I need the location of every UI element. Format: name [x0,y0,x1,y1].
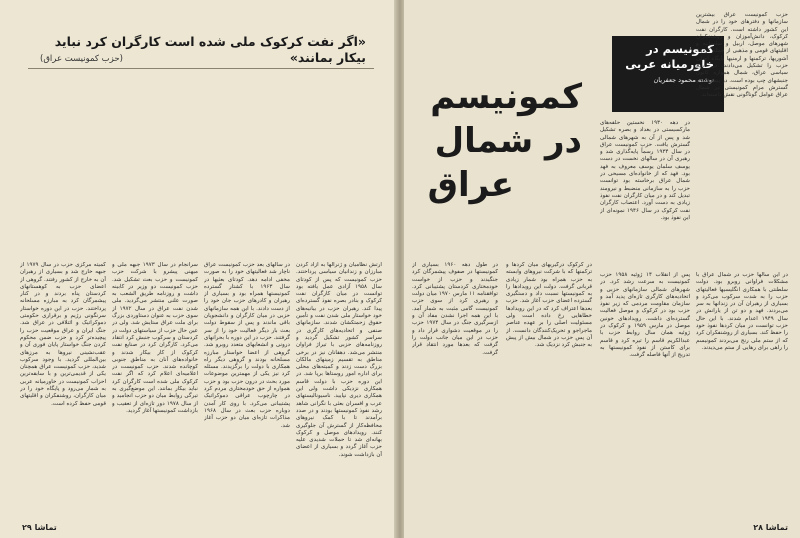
article-column-3: سرانجام در سال ۱۹۷۳ جبهه ملی و میهنی پیشرو با شرکت حزب کمونیست و حزب بعث تشکیل شد. حزب کمونیست دو وزیر در کابینه داشت و روزنامه طریق الشعب به صورت علنی منتشر می‌گردید. ملی شدن نفت عراق در سال ۱۹۷۲ از سوی حزب به عنوان دستاوردی بزرگ برای ملت عراق ستایش شد. ولی در عین حال حزب از سیاستهای دولت در کردستان و سرکوب جنبش کرد انتقاد می‌کرد. کارگران کرد در صنایع نفت کرکوک از کار بیکار شدند و خانواده‌های آنان به مناطق جنوبی کوچانده شدند. حزب کمونیست در اعلامیه‌ای اعلام کرد که اگر نفت کرکوک ملی شده است کارگران کرد نباید بیکار بمانند. این موضع‌گیری به تیرگی روابط میان دو حزب انجامید و از سال ۱۹۷۸ دور تازه‌ای از تعقیب و بازداشت کمونیستها آغاز گردید. [112,262,198,414]
article-column-2: در سالهای بعد حزب کمونیست عراق ناچار شد فعالیتهای خود را به صورت مخفی ادامه دهد. کودتای بعثیها در سال ۱۹۶۳ با کشتار گسترده کمونیستها همراه بود و بسیاری از رهبران و کادرهای حزب جان خود را از دست دادند. با این همه سازمانهای حزبی در میان کارگران و دانشجویان باقی ماندند و پس از سقوط دولت بعث بار دیگر فعالیت خود را از سر گرفتند. حزب در این دوره با بحرانهای درونی و انشعابهای متعدد روبرو شد. گروهی از اعضا خواستار مبارزه مسلحانه بودند و گروهی دیگر راه همکاری با دولت را برگزیدند. مسئله کرد نیز یکی از مهمترین موضوعات مورد بحث در درون حزب بود و حزب همواره از حق خودمختاری مردم کرد در چارچوب عراقی دموکراتیک پشتیبانی می‌کرد. با روی کار آمدن دوباره حزب بعث در سال ۱۹۶۸ مذاکرات تازه‌ای میان دو حزب آغاز شد. [204,262,290,429]
body-column-4: در طول دهه ۱۹۶۰ بسیاری از کمونیستها در صفوف پیشمرگان کرد جنگیدند و حزب از خواست خودمختاری کردستان پشتیبانی کرد. توافقنامه ۱۱ مارس ۱۹۷۰ میان دولت و رهبری کرد از سوی حزب کمونیست گامی مثبت به شمار آمد. با این همه اجرا نشدن مفاد آن و ازسرگیری جنگ در سال ۱۹۷۴ حزب را در موقعیت دشواری قرار داد و حزب در این میان جانب دولت را گرفت که بعدها مورد انتقاد قرار گرفت. [412,262,498,356]
series-title-line1: کمونیسم در [646,42,714,56]
series-author: نوشته محمود جعفریان [653,76,714,84]
article-column-1: ارتش نظامیان و ژنرالها به آزاد کردن مبارزان و زندانیان سیاسی پرداختند. حزب کمونیست که پس از کودتای سال ۱۹۵۸ آزادی عمل یافته بود توانست در میان کارگران نفت کرکوک و بنادر بصره نفوذ گسترده‌ای پیدا کند. رهبران حزب در بیانیه‌های خود خواستار ملی شدن نفت و تأمین حقوق زحمتکشان شدند. سازمانهای صنفی و اتحادیه‌های کارگری در سراسر کشور تشکیل گردید و روزنامه‌های حزبی با تیراژ فراوان منتشر می‌شد. دهقانان نیز در برخی مناطق به تقسیم زمینهای مالکان بزرگ دست زدند و کمیته‌های محلی برای اداره امور روستاها برپا شد. در این دوره حزب با دولت قاسم همکاری نزدیکی داشت ولی این همکاری دیری نپایید. ناسیونالیستهای عرب و افسران بعثی با نگرانی شاهد رشد نفوذ کمونیستها بودند و در صدد برآمدند تا با کمک نیروهای محافظه‌کار از گسترش آن جلوگیری کنند. رویدادهای موصل و کرکوک بهانه‌ای شد تا حملات شدیدی علیه حزب آغاز گردد و بسیاری از اعضای آن بازداشت شوند. [296,262,382,458]
intro-column-1: حزب کمونیست عراق بیشترین سازمانها و دفترهای خود را در شمال این کشور داشته است. کارگران نفت کرکوک، دانش‌آموزان و روشنفکران شهرهای موصل، اربیل و سلیمانیه و اقلیتهای قومی و مذهبی از جمله کردها، آشوریها، ترکمنها و ارمنیها پایگاه اصلی حزب را تشکیل می‌دادند. در تاریخ سیاسی عراق، شمال همواره کانون جنبشهای چپ بوده است. در پیشرفت و گسترش مرام کمونیستی در شمال عراق عوامل گوناگونی نقش داشته‌اند. [696,12,788,99]
pull-quote-source: (حزب کمونیست عراق) [40,54,123,64]
left-page [0,0,396,538]
intro-column-2: در دهه ۱۹۳۰ نخستین حلقه‌های مارکسیستی در بغداد و بصره تشکیل شد و پس از آن به شهرهای شمالی گسترش یافت. حزب کمونیست عراق در سال ۱۹۳۴ رسماً پایه‌گذاری شد و رهبری آن در سالهای نخست در دست یوسف سلمان یوسف معروف به فهد بود. فهد که از خانواده‌ای مسیحی در شمال عراق برخاسته بود توانست حزب را به سازمانی منضبط و نیرومند تبدیل کند و در میان کارگران نفت نفوذ زیادی به دست آورد. اعتصاب کارگران نفت کرکوک در سال ۱۹۴۶ نمونه‌ای از این نفوذ بود. [600,120,690,221]
folio-number: ۲۹ [22,523,32,532]
quote-divider [28,68,374,69]
body-column-1: در این سالها حزب در شمال عراق با مشکلات فراوانی روبرو بود. دولت سلطنتی با همکاری انگلیسیها فعالیتهای حزب را به شدت سرکوب می‌کرد و بسیاری از رهبران آن در زندانها به سر می‌بردند. فهد و دو تن از یارانش در سال ۱۹۴۹ اعدام شدند. با این حال حزب توانست در میان کردها نفوذ خود را حفظ کند. بسیاری از روشنفکران کرد که از ستم ملی رنج می‌بردند کمونیسم را راهی برای رهایی از ستم می‌دیدند. [696,272,788,351]
pull-quote: «اگر نفت کرکوک ملی شده است کارگران کرد نباید بیکار بمانند» [54,34,366,65]
article-title-line1: کمونیسم [430,77,582,117]
page-folio-left [22,523,57,532]
body-column-3: در کرکوک درگیریهای میان کردها و ترکمنها که با شرکت نیروهای وابسته به حزب همراه بود شمار زیادی قربانی گرفت. دولت این رویدادها را به کمونیستها نسبت داد و دستگیری گسترده اعضای حزب آغاز شد. حزب بعدها اعتراف کرد که در این رویدادها خطاهایی رخ داده است ولی مسئولیت اصلی را بر عهده عناصر ماجراجو و تحریک‌کنندگان دانست. از آن پس حزب در شمال بیش از پیش به جنبش کرد نزدیک شد. [506,262,592,349]
article-column-4: کمیته مرکزی حزب در سال ۱۹۷۹ از جبهه خارج شد و بسیاری از رهبران آن به خارج از کشور رفتند. گروهی از اعضای حزب به کوهستانهای کردستان پناه بردند و در کنار پیشمرگان کرد به مبارزه مسلحانه پرداختند. حزب در این دوره خواستار سرنگونی رژیم و برقراری حکومتی دموکراتیک و ائتلافی در عراق شد. جنگ ایران و عراق موقعیت حزب را پیچیده‌تر کرد و حزب ضمن محکوم کردن جنگ خواستار پایان فوری آن و عقب‌نشینی نیروها به مرزهای بین‌المللی گردید. با وجود سرکوب شدید، حزب کمونیست عراق همچنان یکی از قدیمی‌ترین و با سابقه‌ترین احزاب کمونیست در خاورمیانه عربی به شمار می‌رود و پایگاه خود را در میان کارگران، روشنفکران و اقلیتهای قومی حفظ کرده است. [20,262,106,407]
page-folio-right [753,523,788,532]
article-title-line3: عراق [427,165,514,205]
folio-number: ۲۸ [753,523,763,532]
body-column-2: پس از انقلاب ۱۴ ژوئیه ۱۹۵۸ حزب کمونیست به سرعت رشد کرد. در شهرهای شمالی سازمانهای حزبی و اتحادیه‌های کارگری تازه‌ای پدید آمد و سازمان مقاومت مردمی که زیر نفوذ حزب بود در کرکوک و موصل فعالیت گسترده‌ای داشت. رویدادهای خونین موصل در مارس ۱۹۵۹ و کرکوک در ژوئیه همان سال روابط حزب با عبدالکریم قاسم را تیره کرد و قاسم برای کاستن از نفوذ کمونیستها به تدریج از آنها فاصله گرفت. [600,272,690,359]
right-page [404,0,800,538]
series-title-line2: خاورمیانه عربی [625,57,714,71]
magazine-name: تماشا [765,523,788,532]
article-title-line2: در شمال [434,121,582,161]
magazine-name: تماشا [34,523,57,532]
